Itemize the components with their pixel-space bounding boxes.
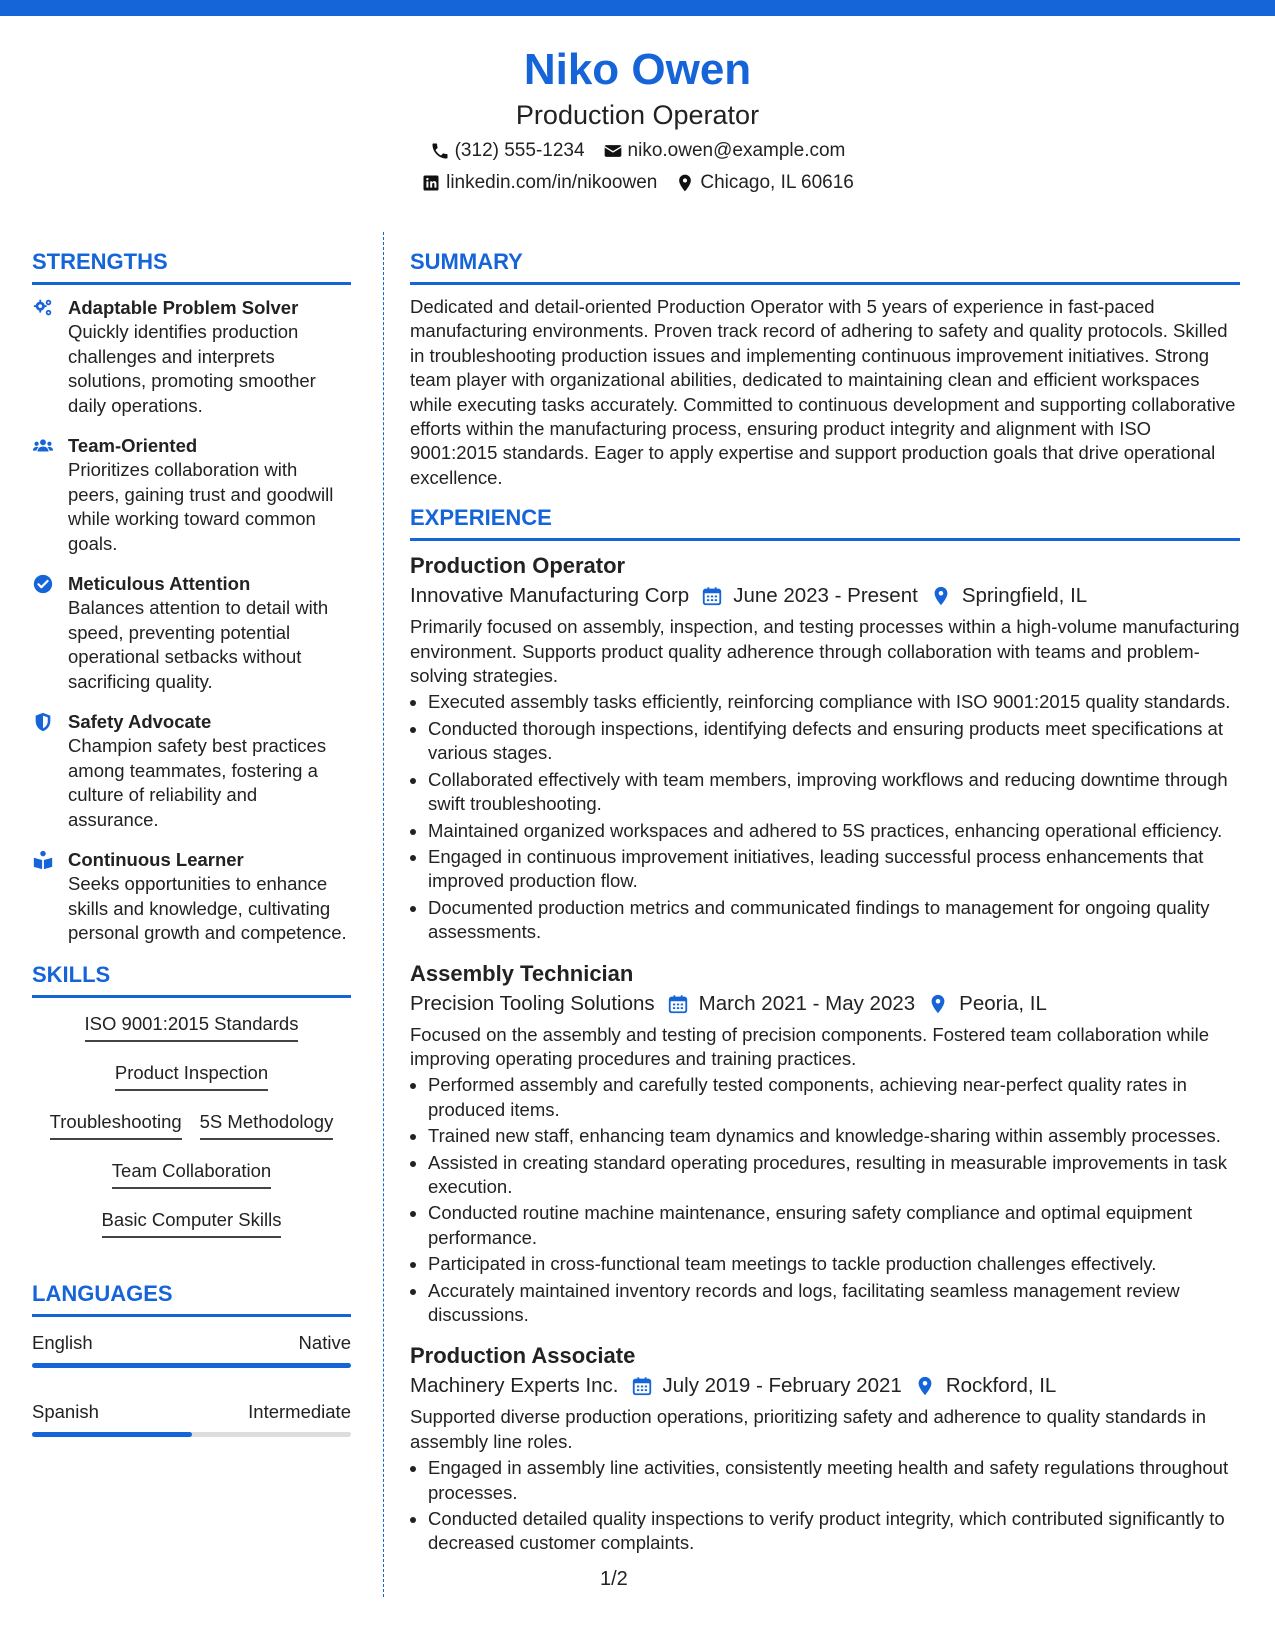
job-location: Springfield, IL (961, 584, 1088, 608)
gears-icon (32, 295, 56, 418)
job-dates: March 2021 - May 2023 (698, 991, 916, 1015)
experience-list (410, 551, 1240, 1556)
calendar-icon (667, 993, 689, 1015)
job-bullet: • Assisted in creating standard operating procedures, resulting in measurable improvements in task execution. (428, 1151, 1240, 1200)
phone-text: (312) 555-1234 (454, 140, 585, 161)
job-description: Supported diverse production operations, prioritizing safety and adherence to quality standards in assembly line roles. (410, 1406, 1206, 1452)
language-level: Intermediate (248, 1400, 351, 1422)
job-bullet: • Collaborated effectively with team members, improving workflows and reducing downtime through swift troubleshooting. (428, 768, 1240, 817)
contact-row-2 (0, 168, 1275, 198)
candidate-role: Production Operator (515, 100, 760, 130)
strength-title: Meticulous Attention (68, 573, 251, 594)
language-proficiency-bar (32, 1432, 351, 1437)
linkedin-icon (421, 173, 441, 193)
map-pin-icon (675, 173, 695, 193)
check-circle-icon (32, 571, 56, 694)
linkedin-text: linkedin.com/in/nikoowen (446, 172, 658, 193)
calendar-icon (631, 1375, 653, 1397)
strength-desc: Prioritizes collaboration with peers, gaining trust and goodwill while working toward common goals. (68, 459, 334, 554)
strength-desc: Champion safety best practices among teammates, fostering a culture of reliability and assurance. (68, 735, 327, 830)
job-entry (410, 1341, 1240, 1555)
column-divider (383, 232, 384, 1597)
skills-list (32, 1008, 351, 1244)
job-description: Primarily focused on assembly, inspection, and testing processes within a high-volume manufacturing environment. Supports product quality adherence through collaboration with teams and problem-solving strategies. (410, 616, 1240, 687)
job-title: Production Associate (410, 1343, 636, 1369)
strength-title: Adaptable Problem Solver (68, 297, 299, 318)
job-bullet: • Accurately maintained inventory records and logs, facilitating seamless management review discussions. (428, 1279, 1240, 1328)
job-company: Innovative Manufacturing Corp (410, 584, 690, 608)
resume-header (0, 42, 1275, 198)
strength-item (32, 571, 351, 694)
job-dates: June 2023 - Present (733, 584, 918, 608)
strength-item (32, 433, 351, 556)
job-meta (410, 581, 1240, 611)
language-proficiency-fill (32, 1432, 192, 1437)
map-pin-icon (914, 1375, 936, 1397)
book-reader-icon (32, 847, 56, 946)
job-bullet: • Trained new staff, enhancing team dynamics and knowledge-sharing within assembly processes. (428, 1124, 1240, 1148)
phone-icon (430, 141, 450, 161)
job-entry (410, 959, 1240, 1328)
language-level: Native (298, 1331, 351, 1353)
job-meta (410, 1371, 1240, 1401)
language-proficiency-bar (32, 1363, 351, 1368)
strengths-heading: STRENGTHS (32, 248, 351, 285)
skill-tag: Team Collaboration (112, 1159, 271, 1189)
job-company: Machinery Experts Inc. (410, 1374, 619, 1398)
page-number: 1/2 (600, 1568, 628, 1590)
job-meta (410, 989, 1240, 1019)
job-bullet: • Documented production metrics and communicated findings to management for ongoing quality assessments. (428, 896, 1240, 945)
language-row (32, 1400, 351, 1424)
users-icon (32, 433, 56, 556)
experience-heading: EXPERIENCE (410, 504, 1240, 541)
job-dates: July 2019 - February 2021 (662, 1374, 902, 1398)
skill-tag: Basic Computer Skills (102, 1208, 282, 1238)
language-name: English (32, 1331, 93, 1353)
shield-icon (32, 709, 56, 832)
left-column (32, 248, 351, 1469)
language-proficiency-fill (32, 1363, 351, 1368)
summary-heading: SUMMARY (410, 248, 1240, 285)
top-accent-bar (0, 0, 1275, 16)
strength-item (32, 295, 351, 418)
job-entry (410, 551, 1240, 944)
job-bullets (410, 1456, 1240, 1556)
language-row (32, 1331, 351, 1355)
job-bullet: • Performed assembly and carefully tested components, achieving near-perfect quality rates in produced items. (428, 1073, 1240, 1122)
strength-desc: Seeks opportunities to enhance skills and knowledge, cultivating personal growth and competence. (68, 873, 347, 943)
contact-email[interactable] (603, 136, 846, 166)
envelope-icon (603, 141, 623, 161)
skill-tag: Troubleshooting (50, 1110, 182, 1140)
job-bullet: • Participated in cross-functional team meetings to tackle production challenges effectively. (428, 1252, 1240, 1276)
strength-desc: Quickly identifies production challenges and interprets solutions, promoting smoother daily operations. (68, 321, 316, 416)
job-bullets (410, 690, 1240, 944)
strength-item (32, 709, 351, 832)
contact-row-1 (0, 136, 1275, 166)
contact-phone (430, 136, 585, 166)
summary-text: Dedicated and detail-oriented Production Operator with 5 years of experience in fast-paced manufacturing environments. Proven track record of adhering to safety and quality protocols. Skilled in troubleshooting production issues and implementing continuous improvement initiatives. Strong team player with organizational abilities, dedicated to maintaining clean and efficient workspaces while executing tasks accurately. Committed to continuous development and supporting collaborative efforts within the manufacturing process, ensuring product integrity and alignment with ISO 9001:2015 standards. Eager to apply expertise and support production goals that drive operational excellence. (410, 296, 1236, 488)
strength-title: Safety Advocate (68, 711, 212, 732)
strength-title: Continuous Learner (68, 849, 244, 870)
email-text: niko.owen@example.com (627, 140, 846, 161)
right-column (410, 248, 1240, 1570)
map-pin-icon (927, 993, 949, 1015)
job-title: Assembly Technician (410, 960, 634, 986)
skills-heading: SKILLS (32, 961, 351, 998)
strength-title: Team-Oriented (68, 435, 198, 456)
job-title: Production Operator (410, 553, 626, 579)
language-name: Spanish (32, 1400, 99, 1422)
job-company: Precision Tooling Solutions (410, 991, 655, 1015)
job-location: Rockford, IL (945, 1374, 1057, 1398)
job-bullet: • Executed assembly tasks efficiently, reinforcing compliance with ISO 9001:2015 quality standards. (428, 690, 1240, 714)
contact-location (675, 168, 854, 198)
language-item (32, 1400, 351, 1437)
strength-item (32, 847, 351, 946)
job-bullet: • Maintained organized workspaces and adhered to 5S practices, enhancing operational efficiency. (428, 819, 1240, 843)
job-bullet: • Engaged in assembly line activities, consistently meeting health and safety regulations throughout processes. (428, 1456, 1240, 1505)
skill-tag: Product Inspection (115, 1061, 268, 1091)
candidate-name: Niko Owen (523, 45, 752, 94)
job-description: Focused on the assembly and testing of precision components. Fostered team collaboration while improving operating procedures and training practices. (410, 1023, 1210, 1069)
contact-linkedin[interactable] (421, 168, 657, 198)
skill-tag: ISO 9001:2015 Standards (85, 1012, 299, 1042)
job-bullet: • Conducted routine machine maintenance, ensuring safety compliance and optimal equipment performance. (428, 1201, 1240, 1250)
job-bullets (410, 1073, 1240, 1327)
language-item (32, 1331, 351, 1368)
job-bullet: • Conducted thorough inspections, identifying defects and ensuring products meet specifications at various stages. (428, 717, 1240, 766)
calendar-icon (701, 585, 723, 607)
job-location: Peoria, IL (959, 991, 1047, 1015)
languages-heading: LANGUAGES (32, 1280, 351, 1317)
location-text: Chicago, IL 60616 (700, 172, 854, 193)
job-bullet: • Conducted detailed quality inspections to verify product integrity, which contributed significantly to decreased customer complaints. (428, 1507, 1240, 1556)
strength-desc: Balances attention to detail with speed, preventing potential operational setbacks without sacrificing quality. (68, 597, 329, 692)
skill-tag: 5S Methodology (200, 1110, 334, 1140)
job-bullet: • Engaged in continuous improvement initiatives, leading successful process enhancements that improved production flow. (428, 845, 1240, 894)
map-pin-icon (930, 585, 952, 607)
